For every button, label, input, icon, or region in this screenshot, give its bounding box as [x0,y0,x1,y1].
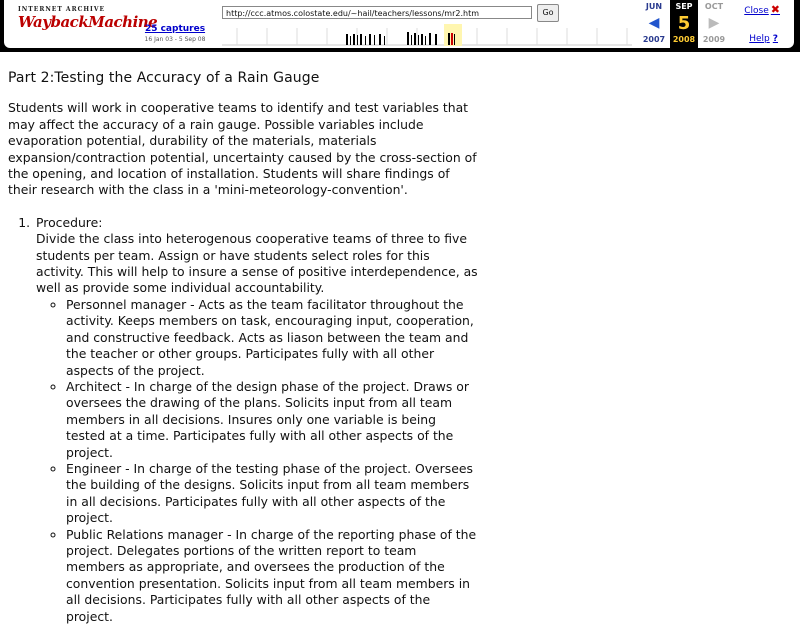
logo-internet-archive: INTERNET ARCHIVE [18,6,106,13]
left-arrow-icon[interactable]: ◀ [648,15,660,31]
current-capture [670,0,698,48]
next-capture [700,0,728,48]
captures-range: 16 Jan 03 - 5 Sep 08 [144,36,206,43]
page-content [8,70,478,625]
go-button[interactable]: Go [537,4,559,22]
close-label[interactable]: Close [744,6,769,16]
procedure-item [34,215,478,625]
prev-capture[interactable] [640,0,668,48]
close-link[interactable] [744,3,780,16]
role-engineer: ◦ Engineer - In charge of the testing phase of the project. Oversees the building of the designs. Solicits input from all team members in all decisions. Participates fully with all other aspects of the project. [66,461,478,527]
wayback-toolbar [0,0,800,52]
current-year: 2008 [672,35,696,44]
procedure-list [8,215,478,625]
url-input[interactable]: http://ccc.atmos.colostate.edu/~hail/teachers/lessons/mr2.htm [222,6,532,19]
intro-paragraph: Students will work in cooperative teams to identify and test variables that may affect the accuracy of a rain gauge. Possible variables include evaporation potential, durability of the materials, materials expansion/contraction potential, uncertainty caused by the cross-section of the opening, and location of installation. Students will share findings of their research with the class in a 'mini-meteorology-convention'. [8,100,477,198]
procedure-text: Divide the class into heterogenous cooperative teams of three to five students per team. Assign or have students select roles for this activity. This will help to insure a sense of positive interdependence, as well as provide some individual accountability. [36,231,478,296]
captures-link[interactable]: 25 captures [144,24,206,34]
calendar-nav [640,0,736,48]
next-year: 2009 [702,35,726,44]
prev-year: 2007 [642,35,666,44]
prev-month: JUN [645,2,663,11]
role-architect: ◦ Architect - In charge of the design phase of the project. Draws or oversees the drawing of the plans. Solicits input from all team members in all decisions. Insures only one variable is being tested at a time. Participates fully with all other aspects of the project. [66,379,478,461]
capture-sparkline[interactable] [222,24,632,46]
wayback-toolbar-panel [4,0,794,48]
help-link[interactable] [749,34,778,44]
procedure-heading: Procedure: [36,214,103,230]
wayback-logo[interactable] [18,6,158,40]
role-personnel-manager: ◦ Personnel manager - Acts as the team facilitator throughout the activity. Keeps members on task, encouraging input, cooperation, and constructive feedback. Acts as liason between the team and the teacher or other groups. Participates fully with all other aspects of the project. [66,297,478,379]
next-month: OCT [704,2,724,11]
current-day: 5 [677,13,691,34]
logo-wayback-machine: WaybackMachine [18,13,158,31]
help-icon[interactable]: ? [772,34,778,44]
roles-list [36,297,478,625]
role-public-relations-manager: ◦ Public Relations manager - In charge of the reporting phase of the project. Delegates portions of the written report to team members as appropriate, and oversees the production of the convention presentation. Solicits input from all team members in all decisions. Participates fully with all other aspects of the project. [66,527,478,625]
captures-info [130,24,220,43]
current-month: SEP [675,2,693,11]
help-label[interactable]: Help [749,34,770,44]
page-title: Part 2:Testing the Accuracy of a Rain Gauge [8,70,320,86]
close-icon[interactable]: ✖ [770,3,780,16]
right-arrow-icon: ▶ [708,15,720,31]
